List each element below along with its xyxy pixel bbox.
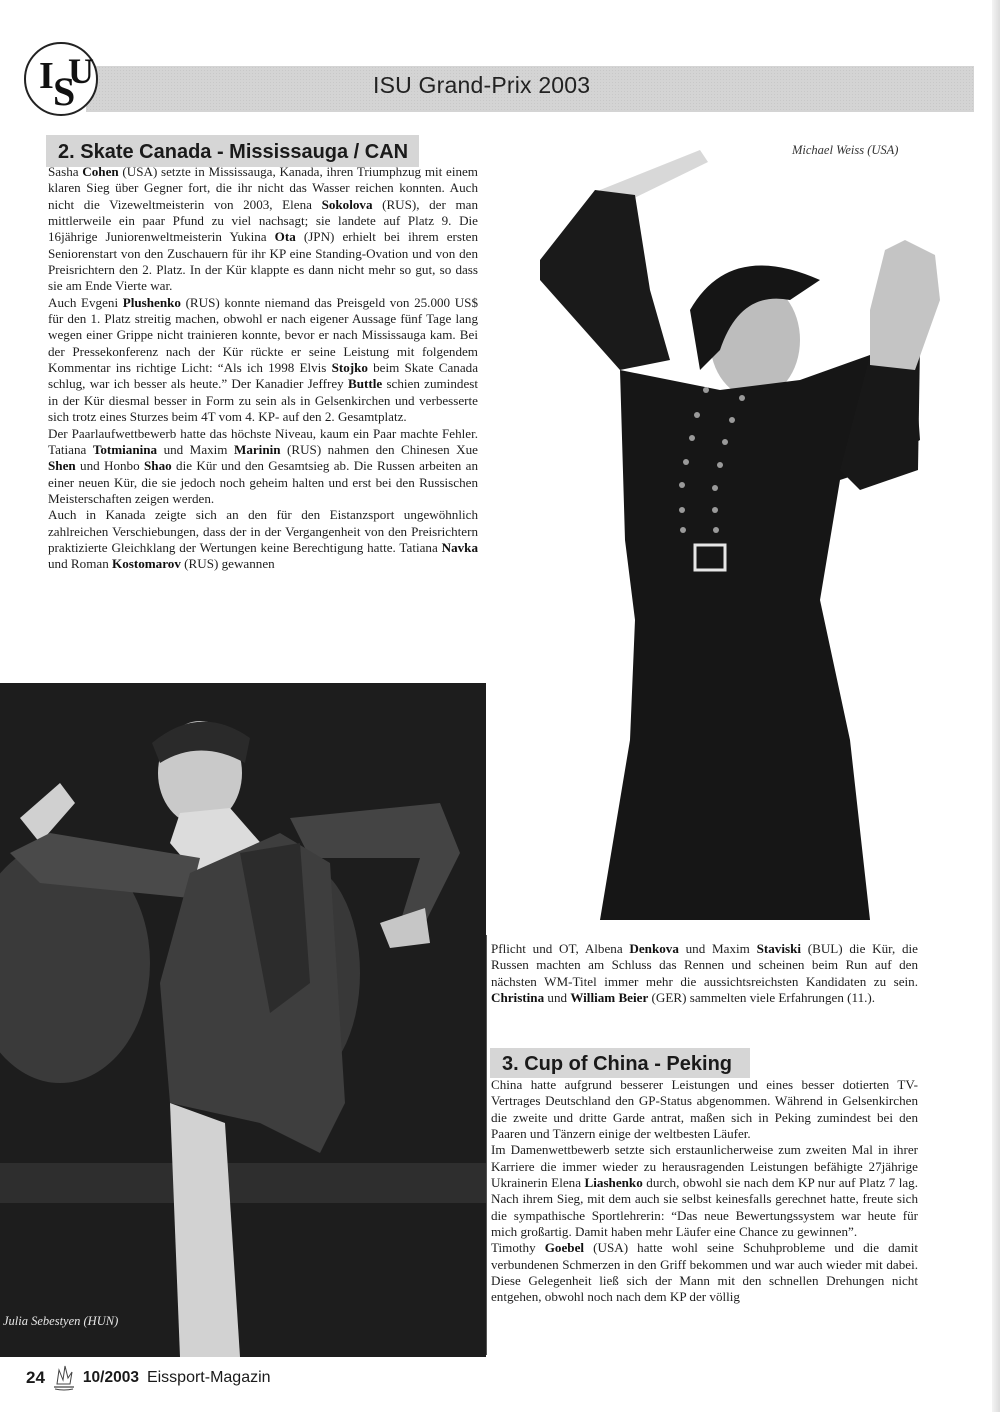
article-column-right-top [491, 941, 918, 1006]
bold-name: Navka [441, 539, 478, 555]
bold-name: Plushenko [122, 294, 181, 310]
bold-name: Christina [491, 990, 545, 1006]
skater-silhouette-weiss [540, 140, 980, 920]
paragraph: Timothy Goebel (USA) hatte wohl seine Schuhprobleme und die damit verbundenen Schmerzen in den Griff bekommen und war auch wieder mit dabei. Diese Gelegenheit ließ sich der Mann mit den schnellen Drehungen nicht entgehen, obwohl noch nach dem KP der völlig [491, 1240, 918, 1305]
page-title: ISU Grand-Prix 2003 [373, 72, 591, 98]
page-number: 24 [26, 1368, 45, 1387]
logo-letter-s: S [53, 69, 76, 114]
paragraph: Sasha Cohen (USA) setzte in Mississauga, Kanada, ihren Triumphzug mit einem klaren Sieg über Gegner fort, die ihr nicht das Wasser reichen konnten. Auch nicht die Vizeweltmeisterin von 2003, Elena Sokolova (RUS), der man mittlerweile ein paar Pfund zu viel nachsagt; sie landete auf Platz 9. Die 16jährige Juniorenweltmeisterin Yukina Ota (JPN) erhielt bei ihrem ersten Seniorenstart von den Zuschauern für ihr KP eine Standing-Ovation und von den Preisrichtern den 2. Platz. In der Kür klappte es dann nicht mehr so gut, so dass sie am Ende Vierte war. [48, 164, 478, 294]
magazine-name: Eissport-Magazin [146, 1369, 271, 1386]
photo-caption-weiss: Michael Weiss (USA) [792, 143, 899, 157]
article-column-right-bottom [491, 1077, 918, 1306]
page-edge-shadow [992, 0, 1000, 1412]
issue-date: 10/2003 [82, 1369, 139, 1386]
bold-name: William Beier [570, 990, 649, 1006]
skater-silhouette-sebestyen [0, 683, 486, 1357]
bold-name: Stojko [331, 360, 368, 376]
bold-name: Goebel [544, 1240, 585, 1256]
article-column-left [48, 164, 478, 573]
section-heading-cup-of-china: 3. Cup of China - Peking [490, 1048, 750, 1078]
logo-letter-i: I [39, 55, 54, 97]
section-heading-skate-canada: 2. Skate Canada - Mississauga / CAN [46, 135, 419, 167]
bold-name: Cohen [82, 164, 119, 179]
logo-letter-u: U [68, 51, 94, 91]
bold-name: Shen [48, 458, 76, 474]
bold-name: Kostomarov [112, 556, 181, 572]
column-divider [486, 935, 487, 1355]
bold-name: Shao [144, 458, 172, 474]
paragraph: Im Damenwettbewerb setzte sich erstaunlicherweise zum zweiten Mal in ihrer Karriere die immer wieder zu herausragenden Leistungen befähigte 27jährige Ukrainerin Elena Liashenko durch, obwohl sie nach dem KP nur auf Platz 7 lag. Nach ihrem Sieg, mit dem auch sie selbst keinesfalls gerechnet hatte, freute sich die sympathische Sportlehrerin: “Das neue Bewertungssystem war heute für mich großartig. Damit haben mehr Läufer eine Chance zu gewinnen”. [491, 1142, 918, 1240]
paragraph: Auch in Kanada zeigte sich an den für den Eistanzsport ungewöhnlich zahlreichen Verschiebungen, dass der in der Vergangenheit von den Preisrichtern praktizierte Gleichklang der Wertungen keine Berechtigung hatte. Tatiana Navka und Roman Kostomarov (RUS) gewannen [48, 507, 478, 572]
photo-caption-sebestyen: Julia Sebestyen (HUN) [3, 1314, 119, 1328]
isu-logo-icon [24, 42, 98, 116]
paragraph: Auch Evgeni Plushenko (RUS) konnte niemand das Preisgeld von 25.000 US$ für den 1. Platz streitig machen, obwohl er nach eigener Aussage fünf Tage lang wegen einer Grippe nicht trainieren konnte, bevor er nach Mississauga kam. Bei der Pressekonferenz nach der Kür rückte er seine Leistung mit folgendem Kommentar ins richtige Licht: “Als ich 1998 Elvis Stojko beim Skate Canada schlug, war ich besser als heute.” Der Kanadier Jeffrey Buttle schien zumindest in der Kür diesmal besser in Form zu sein als in Gelsenkirchen und verbesserte sich trotz eines Sturzes beim 4T vom 4. KP- auf den 2. Gesamtplatz. [48, 294, 478, 425]
bold-name: Marinin [233, 441, 281, 457]
bold-name: Staviski [756, 941, 801, 956]
bold-name: Totmianina [92, 441, 158, 457]
photo-julia-sebestyen [0, 683, 486, 1357]
bold-name: Buttle [347, 376, 383, 392]
skate-logo-icon [51, 1364, 77, 1392]
page-footer [26, 1364, 271, 1392]
bold-name: Liashenko [584, 1175, 643, 1191]
bold-name: Denkova [629, 941, 679, 956]
photo-michael-weiss [540, 140, 980, 920]
paragraph: Der Paarlaufwettbewerb hatte das höchste Niveau, kaum ein Paar machte Fehler. Tatiana Totmianina und Maxim Marinin (RUS) nahmen den Chinesen Xue Shen und Honbo Shao die Kür und den Gesamtsieg ab. Die Russen arbeiten an einer neuen Kür, die sie jedoch noch geheim halten und erst bei den Russischen Meisterschaften zeigen werden. [48, 425, 479, 506]
bold-name: Ota [274, 229, 296, 245]
paragraph: China hatte aufgrund besserer Leistungen und eines besser dotierten TV-Vertrages Deutschland den GP-Status abgenommen. Während in Gelsenkirchen die zweite und dritte Garde antrat, maßen sich in Peking zumindest bei den Paaren und Tänzern einige der weltbesten Läufer. [491, 1077, 918, 1142]
bold-name: Sokolova [321, 196, 373, 212]
paragraph: Pflicht und OT, Albena Denkova und Maxim Staviski (BUL) die Kür, die Russen machten am Schluss das Rennen und scheinen beim Run auf den nächsten WM-Titel immer mehr die aussichtsreichsten Kandidaten zu sein. Christina und William Beier (GER) sammelten viele Erfahrungen (11.). [491, 941, 918, 1006]
